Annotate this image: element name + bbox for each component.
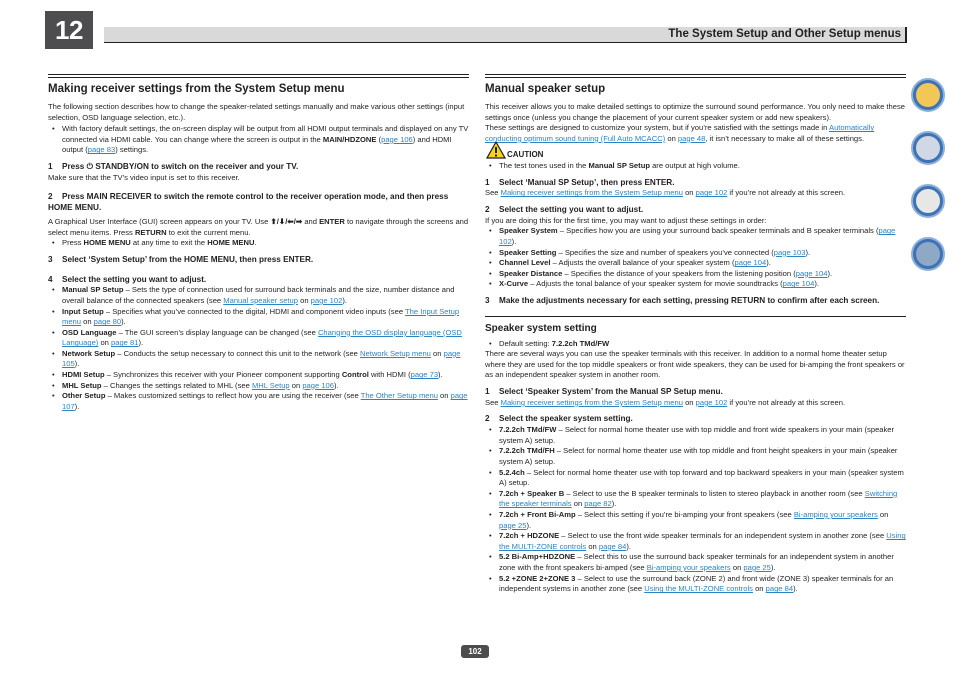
speaker-system-option: • 5.2.4ch – Select for normal home theater use with top forward and top backward speakers in your main (speaker system A) setup. — [485, 468, 906, 489]
item-name: 5.2 Bi-Amp+HDZONE — [499, 552, 576, 562]
setting-item: • Network Setup – Conducts the setup necessary to connect this unit to the network (see Network Setup menu on page 105). — [48, 349, 469, 370]
subsection-rule — [485, 316, 906, 319]
page-link[interactable]: page 102 — [310, 295, 343, 305]
page-link[interactable]: page 102 — [499, 226, 896, 246]
page-link[interactable]: page 25 — [499, 520, 527, 530]
page-link[interactable]: page 25 — [743, 562, 771, 572]
page-link[interactable]: page 104 — [782, 279, 815, 289]
step-2: 2 Press MAIN RECEIVER to switch the remote control to the receiver operation mode, and then press HOME MENU. — [48, 192, 449, 213]
item-name: MHL Setup — [62, 380, 102, 390]
item-name: Input Setup — [62, 306, 104, 316]
section-link[interactable]: Using the MULTI-ZONE controls — [499, 531, 906, 551]
right-step-2: 2 Select the setting you want to adjust. — [485, 204, 644, 214]
item-name: 7.2ch + HDZONE — [499, 531, 560, 541]
page-link[interactable]: page 84 — [598, 541, 627, 551]
system-setup-link[interactable]: Making receiver settings from the System Setup menu — [500, 397, 683, 407]
page-link[interactable]: page 104 — [734, 258, 767, 268]
caution-box — [485, 150, 906, 171]
item-name: Speaker Distance — [499, 268, 563, 278]
item-name: HDMI Setup — [62, 370, 105, 380]
step-2-text: A Graphical User Interface (GUI) screen appears on your TV. Use ⬆/⬇/⬅/➡ and ENTER to navigate through the screens and select menu items. Press RETURN to exit the current menu. — [48, 216, 469, 237]
caution-text: • The test tones used in the Manual SP Setup are output at high volume. — [485, 161, 906, 172]
page-link[interactable]: page 103 — [773, 247, 806, 257]
speaker-system-option: • 7.2.2ch TMd/FW – Select for normal home theater use with top middle and front wide speakers in your main (speaker system A) setup. — [485, 425, 906, 446]
right-intro-1: This receiver allows you to make detailed settings to optimize the surround sound performance. You only need to make these settings once (unless you change the placement of your current speaker system or add new speakers). — [485, 102, 906, 122]
setting-item: • OSD Language – The GUI screen’s display language can be changed (see Changing the OSD display language (OSD Language) on page 81). — [48, 328, 469, 349]
item-name: Channel Level — [499, 258, 551, 268]
step-1-note: Make sure that the TV’s video input is set to this receiver. — [48, 172, 240, 182]
header-bar — [104, 27, 907, 43]
item-name: Speaker Setting — [499, 247, 557, 257]
left-intro: The following section describes how to change the speaker-related settings manually and make various other settings (input selection, OSD language selection, etc.). — [48, 102, 465, 122]
item-name: 5.2.4ch — [499, 467, 525, 477]
contact-icon[interactable] — [911, 237, 945, 271]
settings-icon[interactable] — [911, 131, 945, 165]
item-name: OSD Language — [62, 327, 117, 337]
side-nav — [911, 78, 949, 290]
sub-heading: Speaker system setting — [485, 322, 597, 334]
item-name: Network Setup — [62, 348, 116, 358]
manual-setup-item: • Speaker Setting – Specifies the size and number of speakers you’ve connected (page 103). — [485, 248, 906, 259]
page-link[interactable]: page 104 — [795, 268, 828, 278]
manual-setup-item: • Channel Level – Adjusts the overall balance of your speaker system (page 104). — [485, 258, 906, 269]
speaker-system-option: • 5.2 Bi-Amp+HDZONE – Select this to use the surround back speaker terminals for an independent system in another zone with the front speakers bi-amped (see Bi-amping your speakers on page 25). — [485, 552, 906, 573]
section-link[interactable]: MHL Setup — [251, 380, 290, 390]
section-link[interactable]: The Input Setup menu — [62, 306, 460, 327]
item-name: Other Setup — [62, 391, 106, 401]
setting-item: • HDMI Setup – Synchronizes this receiver with your Pioneer component supporting Control with HDMI (page 73). — [48, 370, 469, 381]
right-intro-2: These settings are designed to customize your system, but if you’re satisfied with the settings made in Automatically conducting optimum sound tuning (Full Auto MCACC) on page 48, it isn’t necessary to make all of these settings. — [485, 123, 875, 143]
page-link[interactable]: page 107 — [62, 391, 468, 411]
right-step-1: 1 Select ‘Manual SP Setup’, then press ENTER. — [485, 177, 675, 187]
speaker-system-option: • 7.2.2ch TMd/FH – Select for normal home theater use with top middle and front height speakers in your main (speaker system A) setup. — [485, 446, 906, 467]
section-link[interactable]: Changing the OSD display language (OSD Language) — [62, 327, 462, 348]
left-column — [48, 74, 469, 412]
chapter-number: 12 — [45, 11, 93, 49]
page-link[interactable]: page 105 — [62, 348, 461, 369]
section-link[interactable]: Network Setup menu — [360, 348, 431, 358]
header-title: The System Setup and Other Setup menus — [668, 28, 901, 40]
manual-setup-list — [485, 226, 906, 290]
speaker-system-option: • 7.2ch + HDZONE – Select to use the front wide speaker terminals for an independent system in another zone (see Using the MULTI-ZONE controls on page 84). — [485, 531, 906, 552]
faq-icon[interactable] — [911, 184, 945, 218]
sub-step-2: 2 Select the speaker system setting. — [485, 414, 633, 424]
item-name: 7.2.2ch TMd/FH — [499, 446, 555, 456]
setting-item: • Other Setup – Makes customized settings to reflect how you are using the receiver (see The Other Setup menu on page 107). — [48, 391, 469, 412]
caution-title: CAUTION — [507, 150, 544, 160]
right-step-3: 3 Make the adjustments necessary for each setting, pressing RETURN to confirm after each screen. — [485, 295, 880, 305]
page-link[interactable]: page 106 — [302, 380, 335, 390]
section-rule — [485, 74, 906, 78]
section-link[interactable]: Switching the speaker terminals — [499, 488, 898, 509]
page-link[interactable]: page 84 — [765, 584, 794, 594]
item-name: X-Curve — [499, 279, 529, 289]
step-4: 4 Select the setting you want to adjust. — [48, 274, 207, 284]
page-link[interactable]: page 81 — [111, 338, 139, 348]
section-link[interactable]: Bi-amping your speakers — [646, 562, 731, 572]
left-heading: Making receiver settings from the System Setup menu — [48, 83, 345, 95]
right-heading: Manual speaker setup — [485, 83, 606, 95]
book-icon[interactable] — [911, 78, 945, 112]
warning-icon — [486, 141, 506, 159]
mcacc-link[interactable]: Automatically conducting optimum sound tuning (Full Auto MCACC) — [485, 123, 875, 143]
section-link[interactable]: The Other Setup menu — [360, 391, 438, 401]
page-link[interactable]: page 80 — [93, 317, 122, 327]
section-link[interactable]: Using the MULTI-ZONE controls — [644, 584, 753, 594]
setting-item: • Input Setup – Specifies what you’ve connected to the digital, HDMI and component video inputs (see The Input Setup menu on page 80). — [48, 307, 469, 328]
speaker-system-option: • 7.2ch + Front Bi-Amp – Select this setting if you’re bi-amping your front speakers (see Bi-amping your speakers on page 25). — [485, 510, 906, 531]
sub-intro: There are several ways you can use the speaker terminals with this receiver. In addition to a normal home theater setup where they are used for the top middle speakers or front wide speakers, they can be used for bi-amping the front speakers or as an independent speaker system in another room. — [485, 349, 905, 380]
speaker-system-list — [485, 425, 906, 595]
sub-step-1-see: See Making receiver settings from the System Setup menu on page 102 if you’re not already at this screen. — [485, 397, 846, 407]
section-link[interactable]: Manual speaker setup — [223, 295, 298, 305]
step-2-bullet: • Press HOME MENU at any time to exit the HOME MENU. — [48, 238, 469, 249]
section-rule — [48, 74, 469, 78]
setting-list — [48, 285, 469, 412]
item-name: Speaker System — [499, 226, 558, 236]
page-link[interactable]: page 106 — [381, 134, 413, 144]
page-link[interactable]: page 82 — [584, 499, 612, 509]
right-column — [485, 74, 906, 595]
system-setup-link[interactable]: Making receiver settings from the System Setup menu — [500, 188, 683, 198]
manual-setup-item: • Speaker Distance – Specifies the distance of your speakers from the listening position (page 104). — [485, 269, 906, 280]
page-link[interactable]: page 102 — [695, 188, 728, 198]
section-link[interactable]: Bi-amping your speakers — [793, 510, 878, 520]
item-name: 7.2ch + Front Bi-Amp — [499, 510, 576, 520]
speaker-system-option: • 5.2 +ZONE 2+ZONE 3 – Select to use the surround back (ZONE 2) and front wide (ZONE 3) speaker terminals for an independent systems in another zone (see Using the MULTI-ZONE controls on page 84). — [485, 574, 906, 595]
default-setting: • Default setting: 7.2.2ch TMd/FW — [485, 339, 906, 350]
page-link[interactable]: page 73 — [410, 370, 439, 380]
page-link[interactable]: page 83 — [87, 145, 116, 155]
speaker-system-option: • 7.2ch + Speaker B – Select to use the B speaker terminals to listen to stereo playback in another room (see Switching the speaker terminals on page 82). — [485, 489, 906, 510]
step-3: 3 Select ‘System Setup’ from the HOME MENU, then press ENTER. — [48, 254, 314, 264]
page-link[interactable]: page 48 — [677, 133, 706, 143]
setting-item: • Manual SP Setup – Sets the type of connection used for surround back terminals and the size, number distance and overall balance of the connected speakers (see Manual speaker setup on page 102). — [48, 285, 469, 306]
page-number: 102 — [461, 645, 489, 658]
right-step-2-note: If you are doing this for the first time, you may want to adjust these settings in order: — [485, 215, 767, 225]
setting-item: • MHL Setup – Changes the settings related to MHL (see MHL Setup on page 106). — [48, 381, 469, 392]
item-name: 5.2 +ZONE 2+ZONE 3 — [499, 573, 576, 583]
item-name: 7.2.2ch TMd/FW — [499, 425, 557, 435]
sub-step-1: 1 Select ‘Speaker System’ from the Manual SP Setup menu. — [485, 387, 723, 397]
right-step-1-see: See Making receiver settings from the System Setup menu on page 102 if you’re not already at this screen. — [485, 188, 846, 198]
manual-setup-item: • Speaker System – Specifies how you are using your surround back speaker terminals and B speaker terminals (page 102). — [485, 226, 906, 247]
page-link[interactable]: page 102 — [695, 397, 728, 407]
item-name: 7.2ch + Speaker B — [499, 488, 565, 498]
manual-setup-item: • X-Curve – Adjusts the tonal balance of your speaker system for movie soundtracks (page 104). — [485, 279, 906, 290]
step-1: 1 Press ⏻ STANDBY/ON to switch on the receiver and your TV. — [48, 161, 299, 171]
item-name: Manual SP Setup — [62, 285, 124, 295]
note-hdmi-output: • With factory default settings, the on-screen display will be output from all HDMI output terminals and displayed on any TV connected via HDMI cable. You can change where the screen is output in the MAIN/HDZONE (page 106) and HDMI output (page 83) settings. — [48, 124, 469, 156]
